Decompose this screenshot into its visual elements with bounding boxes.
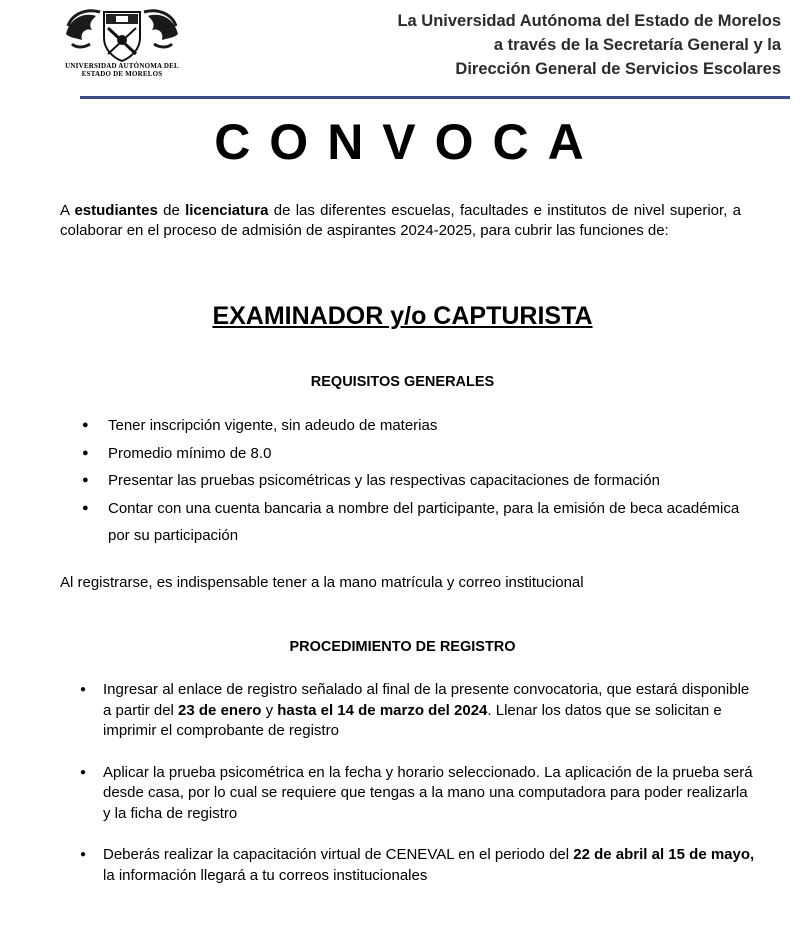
list-item: ● Contar con una cuenta bancaria a nombre del participante, para la emisión de beca académica por su participación: [80, 495, 740, 550]
list-item: ● Tener inscripción vigente, sin adeudo de materias: [80, 412, 740, 440]
procedure-title: PROCEDIMIENTO DE REGISTRO: [289, 639, 516, 655]
procedure-list: [78, 680, 758, 907]
page-title: CONVOCA: [214, 114, 603, 170]
header-divider: [80, 96, 790, 99]
list-item: ● Presentar las pruebas psicométricas y las respectivas capacitaciones de formación: [80, 467, 740, 495]
list-item: [78, 763, 758, 825]
proc3-text-2: la información llegará a tu correos institucionales: [103, 866, 428, 884]
intro-paragraph: [60, 201, 741, 241]
proc2-text: Aplicar la prueba psicométrica en la fecha y horario seleccionado. La aplicación de la prueba será desde casa, por lo cual se requiere que tengas a la mano una computadora para poder realizarla y la ficha de registro: [103, 763, 753, 822]
logo-caption-line2: ESTADO DE MORELOS: [81, 70, 163, 78]
intro-bold-degree: licenciatura: [185, 202, 269, 219]
proc1-text-2: y: [261, 701, 278, 719]
list-item: [78, 680, 758, 742]
institution-line1: La Universidad Autónoma del Estado de Morelos: [397, 12, 781, 30]
intro-text-1: A: [60, 202, 75, 219]
institution-names: [397, 9, 781, 81]
logo-caption-line1: UNIVERSIDAD AUTÓNOMA DEL: [65, 62, 179, 70]
intro-text-3: de las diferentes escuelas, facultades e institutos de nivel superior, a colaborar en el proceso de admisión de aspirantes 2024-2025, para cubrir las funciones de:: [60, 202, 741, 239]
list-item: [78, 845, 758, 886]
university-seal-icon: [62, 4, 182, 64]
proc1-text-1: Ingresar al enlace de registro señalado al final de la presente convocatoria, que estará disponible a partir del: [103, 681, 750, 719]
proc3-dates: 22 de abril al 15 de mayo,: [573, 846, 755, 863]
proc1-date-end: hasta el 14 de marzo del 2024: [277, 701, 488, 719]
logo-caption: [60, 62, 184, 78]
intro-bold-students: estudiantes: [74, 202, 158, 219]
intro-text-2: de: [157, 202, 186, 219]
list-item: ● Promedio mínimo de 8.0: [80, 440, 740, 468]
institution-line2: a través de la Secretaría General y la: [493, 36, 781, 54]
role-heading: EXAMINADOR y/o CAPTURISTA: [212, 302, 593, 330]
requirements-list: [80, 412, 740, 550]
institution-line3: Dirección General de Servicios Escolares: [455, 60, 781, 78]
requirements-title: REQUISITOS GENERALES: [310, 374, 495, 390]
proc1-text-3: . Llenar los datos que se solicitan e imprimir el comprobante de registro: [103, 701, 722, 739]
document-header: [0, 0, 805, 100]
proc3-text-1: Deberás realizar la capacitación virtual de CENEVAL en el periodo del: [103, 846, 574, 863]
proc1-date-start: 23 de enero: [178, 701, 262, 719]
registration-note: Al registrarse, es indispensable tener a la mano matrícula y correo institucional: [60, 574, 584, 591]
